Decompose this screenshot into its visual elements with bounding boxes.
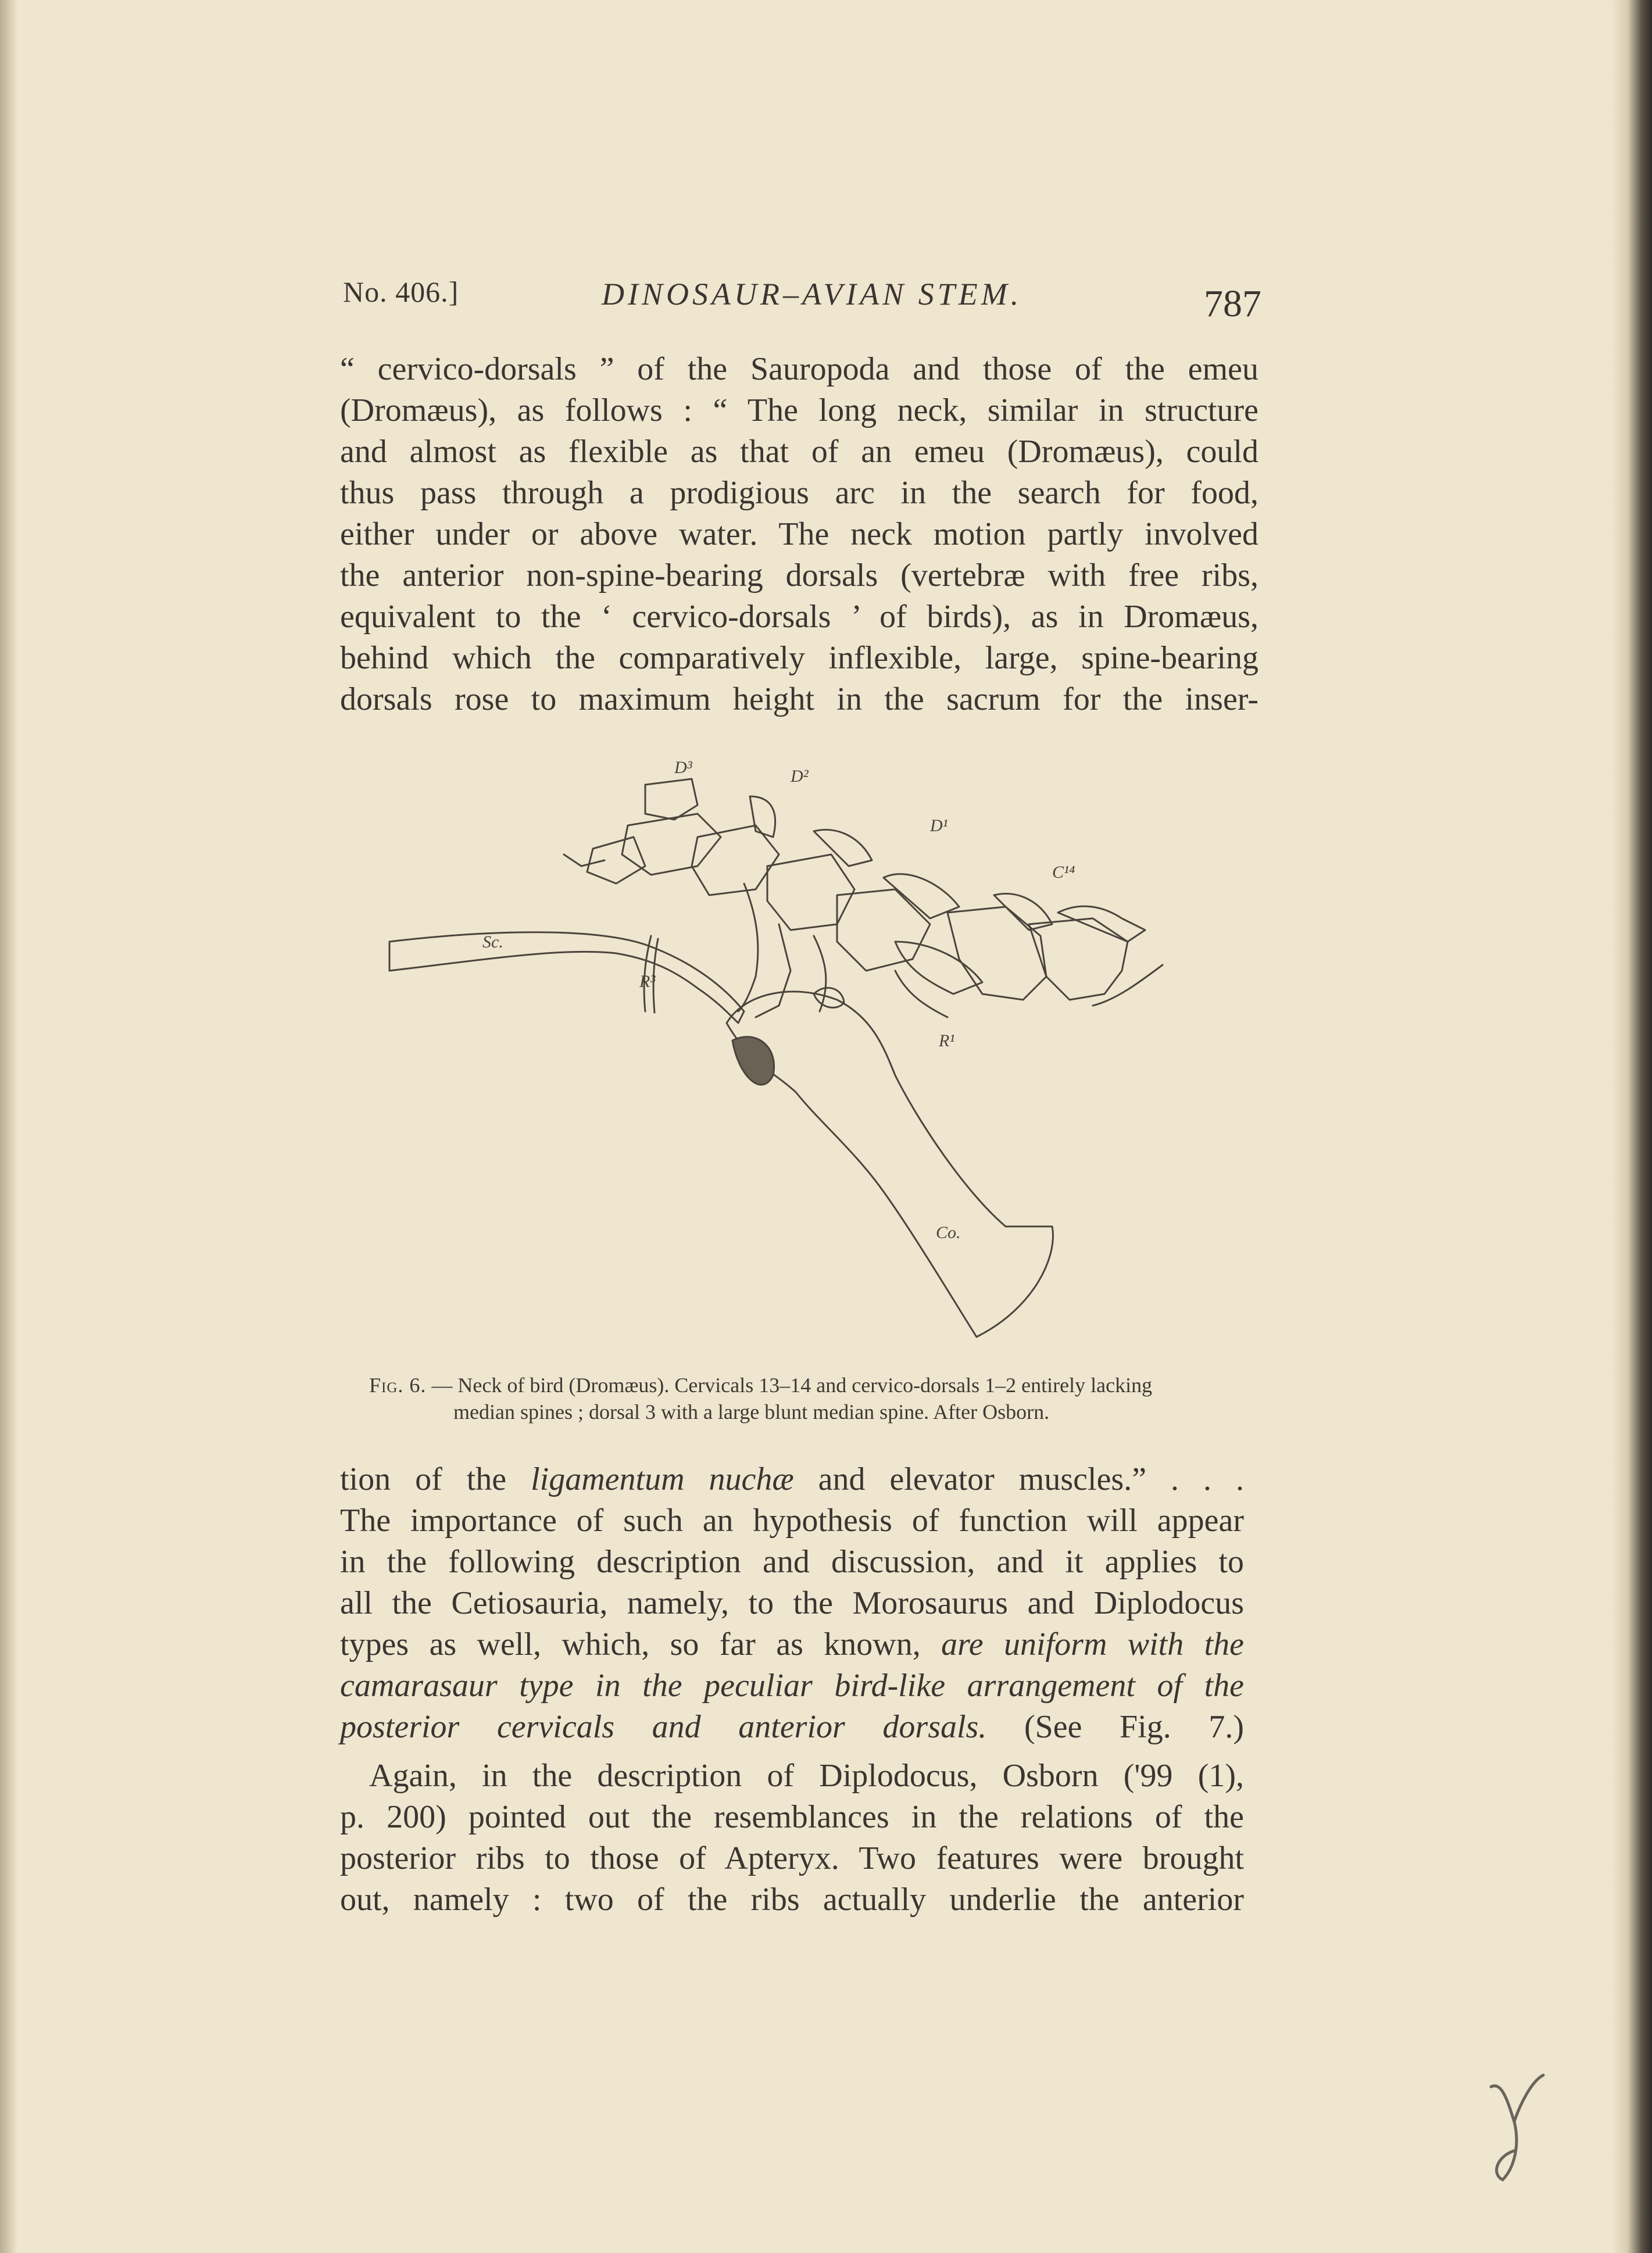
caption-text-1: — Neck of bird (Dromæus). Cervicals 13–14 and cervico-dorsals 1–2 entirely lacking <box>431 1374 1153 1397</box>
text-line: p. 200) pointed out the resemblances in the relations of the <box>340 1799 1244 1835</box>
caption-figure-number: Fig. 6. <box>369 1374 427 1397</box>
text-line: in the following description and discussion, and it applies to <box>340 1544 1244 1580</box>
text-line: (Dromæus), as follows : “ The long neck, similar in structure <box>340 392 1258 428</box>
page-number: 787 <box>1204 282 1261 325</box>
label-r1: R¹ <box>939 1031 955 1050</box>
paragraph-again <box>340 1755 1244 1921</box>
text-line: and almost as flexible as that of an emeu (Dromæus), could <box>340 434 1258 470</box>
text-line: thus pass through a prodigious arc in the search for food, <box>340 475 1258 511</box>
vertebra-d1 <box>767 854 854 930</box>
label-co: Co. <box>936 1223 961 1242</box>
running-title: DINOSAUR–AVIAN STEM. <box>602 277 1022 312</box>
text-run: (See Fig. 7.) <box>986 1709 1244 1745</box>
text-line: either under or above water. The neck motion partly involved <box>340 516 1258 552</box>
paragraph-bottom <box>340 1459 1244 1748</box>
text-line: all the Cetiosauria, namely, to the Morosaurus and Diplodocus <box>340 1585 1244 1621</box>
page-outer-edge <box>1611 0 1652 2253</box>
text-run: tion of the <box>340 1461 531 1497</box>
label-sc: Sc. <box>482 932 503 952</box>
text-line: out, namely : two of the ribs actually underlie the anterior <box>340 1882 1244 1918</box>
text-line: behind which the comparatively inflexible, large, spine-bearing <box>340 640 1258 676</box>
text-line <box>340 1459 1244 1500</box>
text-line: “ cervico-dorsals ” of the Sauropoda and those of the emeu <box>340 351 1258 387</box>
figure-caption <box>369 1372 1218 1425</box>
text-run: and elevator muscles.” . . . <box>793 1461 1244 1497</box>
text-line <box>340 1707 1244 1748</box>
italic-run: ligamentum nuchæ <box>531 1461 794 1497</box>
caption-line-1 <box>369 1372 1218 1399</box>
pencil-mark-icon <box>1479 2069 1555 2186</box>
text-line: The importance of such an hypothesis of function will appear <box>340 1503 1244 1539</box>
figure-bird-neck-illustration <box>372 750 1232 1378</box>
text-line: Again, in the description of Diplodocus, Osborn ('99 (1), <box>369 1758 1244 1794</box>
text-line: posterior ribs to those of Apteryx. Two features were brought <box>340 1840 1244 1876</box>
running-head <box>343 264 1261 325</box>
text-line: the anterior non-spine-bearing dorsals (vertebræ with free ribs, <box>340 557 1258 593</box>
label-d3: D³ <box>674 758 692 777</box>
label-r3: R³ <box>639 972 656 991</box>
caption-line-2: median spines ; dorsal 3 with a large blunt median spine. After Osborn. <box>453 1400 1050 1424</box>
issue-number: No. 406.] <box>343 276 459 308</box>
italic-run: posterior cervicals and anterior dorsals. <box>340 1709 987 1745</box>
scapula-bone <box>389 932 744 1023</box>
label-c14: C¹⁴ <box>1052 863 1075 882</box>
text-line <box>340 1624 1244 1665</box>
italic-run: are uniform with the <box>941 1626 1244 1662</box>
label-d2: D² <box>791 767 809 786</box>
coracoid-bone <box>727 992 1053 1337</box>
label-d1: D¹ <box>930 816 948 835</box>
text-line: dorsals rose to maximum height in the sacrum for the inser- <box>340 681 1258 717</box>
page-gutter-edge <box>0 0 17 2253</box>
vertebra-d2 <box>692 825 779 895</box>
vertebra-c14 <box>947 907 1046 1000</box>
text-line: equivalent to the ‘ cervico-dorsals ’ of birds), as in Dromæus, <box>340 599 1258 635</box>
text-line: camarasaur type in the peculiar bird-like arrangement of the <box>340 1668 1244 1704</box>
glenoid <box>732 1037 774 1085</box>
paragraph-top <box>340 349 1258 720</box>
text-run: types as well, which, so far as known, <box>340 1626 942 1662</box>
neck-skeleton-drawing <box>372 750 1232 1378</box>
